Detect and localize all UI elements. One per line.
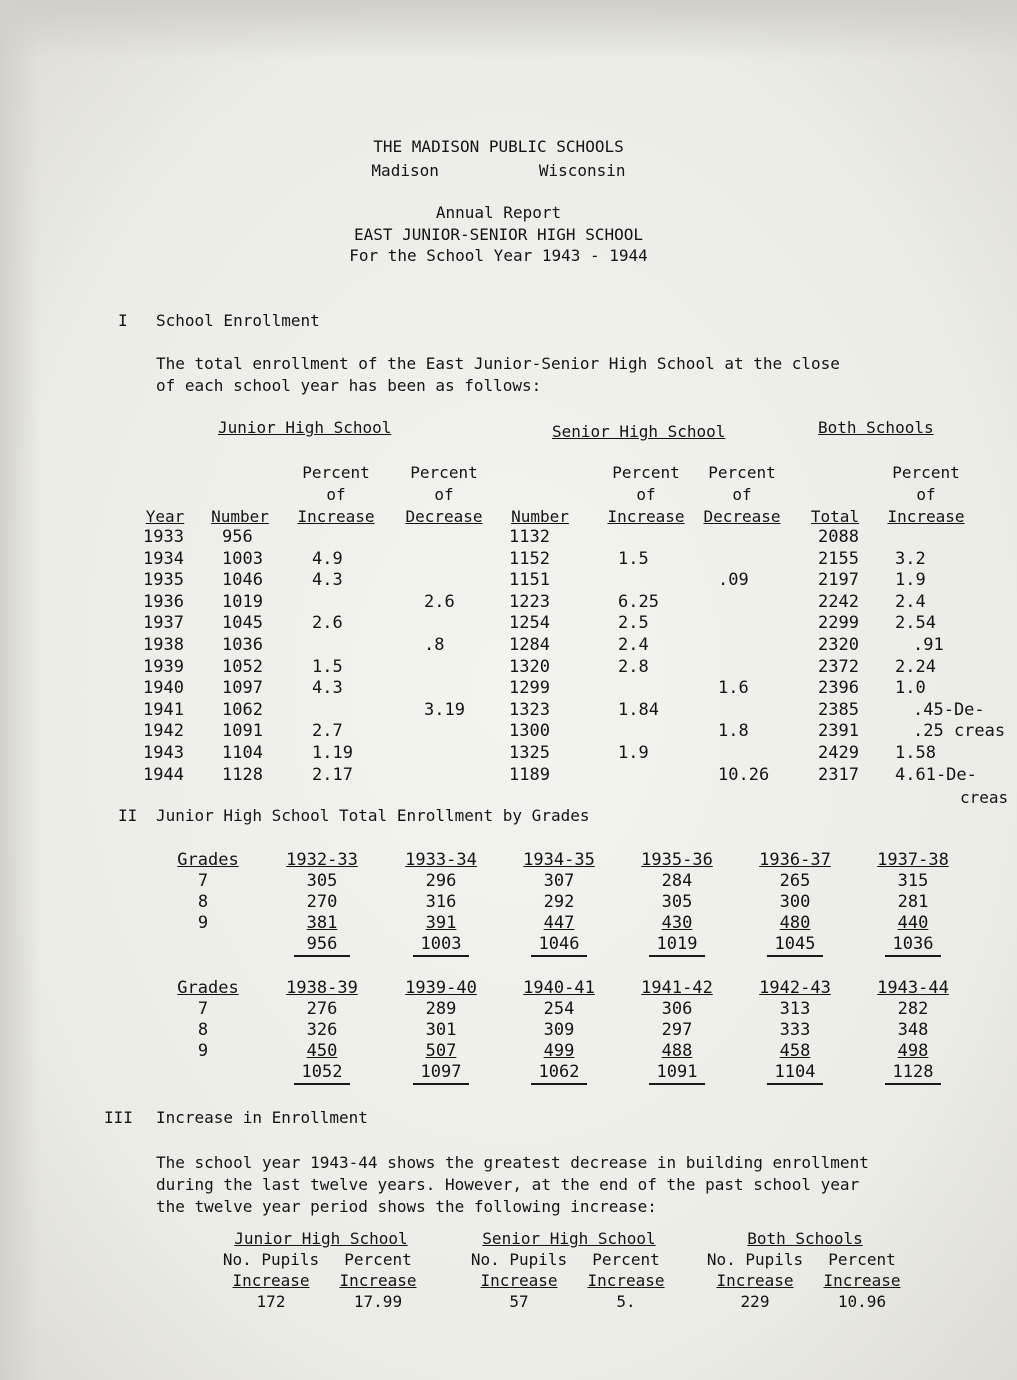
cell-both-inc: .91: [913, 635, 944, 655]
col-header-sr-number: Number: [511, 507, 569, 526]
section-1-paragraph: [156, 353, 840, 397]
cell-jr-num: 1036: [222, 635, 263, 655]
year-header: 1934-35: [523, 850, 595, 870]
scan-shadow-top: [0, 0, 1017, 60]
pupils-value: 57: [509, 1292, 529, 1311]
col-header-jr-increase: Percent of Increase: [297, 463, 375, 526]
grade-9-value: 450: [306, 1041, 338, 1061]
year-header: 1941-42: [641, 978, 713, 998]
grades-label: Grades: [177, 978, 239, 998]
group-name: Senior High School: [482, 1229, 656, 1248]
cell-jr-inc: 1.5: [312, 656, 343, 677]
cell-year: 1934: [143, 548, 184, 569]
paragraph-line: during the last twelve years. However, at the end of the past school year: [156, 1175, 860, 1194]
grade-9-value: 440: [897, 913, 929, 933]
year-header: 1933-34: [405, 850, 477, 870]
grade-8-value: 348: [897, 1020, 929, 1040]
grade-8-value: 300: [779, 892, 811, 912]
grade-7-value: 306: [661, 999, 693, 1019]
no-pupils-label: No. Pupils: [470, 1250, 568, 1269]
grade-label: 7: [197, 999, 209, 1019]
section-number: II: [118, 806, 138, 825]
group-junior: Junior High School: [218, 418, 392, 437]
cell-sr-num: 1254: [509, 613, 550, 634]
table-row: [0, 743, 1017, 764]
table-row: [0, 592, 1017, 613]
trailing-note: creas: [960, 788, 1009, 807]
grade-7-value: 265: [779, 871, 811, 891]
increase-label: Increase: [232, 1271, 310, 1290]
grade-8-value: 316: [425, 892, 457, 912]
year-header: 1932-33: [286, 850, 358, 870]
section-title: School Enrollment: [156, 311, 320, 330]
table-row: [0, 678, 1017, 699]
total-underline: [767, 955, 823, 957]
cell-both-inc: 3.2: [895, 548, 926, 569]
cell-jr-inc: 2.17: [312, 764, 353, 785]
grade-7-value: 305: [306, 871, 338, 891]
total-value: 1036: [892, 934, 934, 954]
section-title: Junior High School Total Enrollment by Grades: [156, 806, 590, 825]
total-value: 1046: [538, 934, 580, 954]
cell-jr-num: 1104: [222, 743, 263, 763]
table-row: [0, 700, 1017, 721]
cell-jr-num: 1062: [222, 699, 263, 720]
cell-year: 1942: [143, 721, 184, 742]
year-header: 1942-43: [759, 978, 831, 998]
grade-label: 8: [197, 1020, 209, 1040]
cell-sr-inc: 2.4: [618, 635, 649, 655]
cell-total: 2088: [818, 527, 859, 547]
cell-total: 2385: [818, 699, 859, 720]
cell-year: 1935: [143, 570, 184, 591]
percent-value: 10.96: [837, 1292, 887, 1311]
increase-label: Increase: [716, 1271, 794, 1290]
cell-year: 1936: [143, 591, 184, 612]
table-row: [0, 657, 1017, 678]
grade-9-value: 458: [779, 1041, 811, 1061]
cell-total: 2429: [818, 743, 859, 763]
cell-both-inc: 1.9: [895, 570, 926, 591]
cell-both-inc: 1.0: [895, 678, 926, 699]
grade-9-value: 499: [543, 1041, 575, 1061]
no-pupils-label: No. Pupils: [222, 1250, 320, 1269]
cell-jr-inc: 2.6: [312, 613, 343, 634]
total-value: 1019: [656, 934, 698, 954]
cell-jr-num: 1046: [222, 570, 263, 591]
total-underline: [294, 955, 350, 957]
table-row: [0, 613, 1017, 634]
total-underline: [413, 955, 469, 957]
cell-total: 2197: [818, 570, 859, 591]
cell-jr-dec: 3.19: [424, 699, 465, 720]
group-name: Junior High School: [234, 1229, 408, 1248]
cell-sr-num: 1320: [509, 656, 550, 677]
grade-8-value: 305: [661, 892, 693, 912]
cell-year: 1933: [143, 527, 184, 547]
grade-label: 9: [197, 1041, 209, 1061]
cell-sr-inc: 2.5: [618, 613, 649, 634]
cell-total: 2299: [818, 613, 859, 634]
grade-9-value: 391: [425, 913, 457, 933]
table-row: [0, 549, 1017, 570]
cell-sr-dec: 1.8: [718, 721, 749, 742]
document-title: THE MADISON PUBLIC SCHOOLS: [373, 137, 624, 156]
cell-sr-num: 1151: [509, 570, 550, 591]
grade-7-value: 254: [543, 999, 575, 1019]
cell-jr-inc: 1.19: [312, 743, 353, 763]
cell-sr-num: 1284: [509, 635, 550, 655]
group-both: Both Schools: [818, 418, 934, 437]
grade-7-value: 313: [779, 999, 811, 1019]
grade-7-value: 276: [306, 999, 338, 1019]
group-name: Both Schools: [747, 1229, 863, 1248]
section-number: III: [104, 1108, 133, 1127]
cell-sr-num: 1189: [509, 764, 550, 785]
cell-sr-num: 1299: [509, 678, 550, 699]
city: Madison: [371, 161, 439, 180]
grade-8-value: 297: [661, 1020, 693, 1040]
paragraph-line: The total enrollment of the East Junior-Senior High School at the close: [156, 354, 840, 373]
pupils-value: 172: [256, 1292, 286, 1311]
col-header-total: Total: [810, 507, 860, 526]
cell-total: 2320: [818, 635, 859, 655]
total-value: 1062: [538, 1062, 580, 1082]
group-senior: Senior High School: [552, 422, 726, 441]
grade-label: 9: [197, 913, 209, 933]
cell-both-inc: .45-De-: [913, 699, 985, 720]
cell-jr-dec: 2.6: [424, 591, 455, 612]
paragraph-line: of each school year has been as follows:: [156, 376, 542, 395]
grade-8-value: 292: [543, 892, 575, 912]
cell-total: 2155: [818, 548, 859, 569]
year-header: 1936-37: [759, 850, 831, 870]
total-value: 1052: [301, 1062, 343, 1082]
cell-sr-dec: 10.26: [718, 764, 770, 785]
paragraph-line: the twelve year period shows the following increase:: [156, 1197, 657, 1216]
col-header-sr-increase: Percent of Increase: [607, 463, 685, 526]
grade-7-value: 315: [897, 871, 929, 891]
cell-total: 2242: [818, 591, 859, 612]
section-title: Increase in Enrollment: [156, 1108, 368, 1127]
cell-year: 1940: [143, 678, 184, 699]
year-header: 1943-44: [877, 978, 949, 998]
col-header-jr-number: Number: [211, 507, 269, 526]
grade-8-value: 301: [425, 1020, 457, 1040]
table-row: [0, 721, 1017, 742]
total-value: 1097: [420, 1062, 462, 1082]
no-pupils-label: No. Pupils: [706, 1250, 804, 1269]
percent-label: Percent: [344, 1250, 412, 1269]
col-header-both-increase: Percent of Increase: [887, 463, 965, 526]
grade-9-value: 430: [661, 913, 693, 933]
cell-jr-num: 1003: [222, 548, 263, 569]
report-type: Annual Report: [435, 203, 562, 222]
total-underline: [531, 955, 587, 957]
grade-9-value: 498: [897, 1041, 929, 1061]
cell-total: 2317: [818, 764, 859, 785]
year-header: 1935-36: [641, 850, 713, 870]
cell-jr-num: 1091: [222, 721, 263, 742]
percent-label: Percent: [592, 1250, 660, 1269]
cell-both-inc: 4.61-De-: [895, 764, 977, 785]
cell-sr-inc: 2.8: [618, 656, 649, 677]
cell-sr-num: 1300: [509, 721, 550, 742]
total-value: 956: [306, 934, 338, 954]
cell-sr-num: 1132: [509, 527, 550, 547]
total-underline: [294, 1083, 350, 1085]
cell-both-inc: 2.24: [895, 656, 936, 677]
grade-8-value: 333: [779, 1020, 811, 1040]
cell-jr-inc: 2.7: [312, 721, 343, 742]
cell-jr-dec: .8: [424, 635, 445, 655]
table-row: [0, 570, 1017, 591]
percent-value: 17.99: [353, 1292, 403, 1311]
total-value: 1091: [656, 1062, 698, 1082]
grade-7-value: 282: [897, 999, 929, 1019]
cell-year: 1939: [143, 656, 184, 677]
grade-9-value: 507: [425, 1041, 457, 1061]
grade-label: 7: [197, 871, 209, 891]
grade-9-value: 488: [661, 1041, 693, 1061]
table-row: [0, 527, 1017, 548]
cell-jr-num: 1097: [222, 678, 263, 699]
state: Wisconsin: [538, 161, 626, 180]
cell-jr-inc: 4.9: [312, 548, 343, 569]
grade-7-value: 284: [661, 871, 693, 891]
year-header: 1937-38: [877, 850, 949, 870]
total-value: 1045: [774, 934, 816, 954]
grade-8-value: 326: [306, 1020, 338, 1040]
grade-8-value: 309: [543, 1020, 575, 1040]
grade-9-value: 480: [779, 913, 811, 933]
col-header-jr-decrease: Percent of Decrease: [405, 463, 483, 526]
cell-jr-num: 1045: [222, 613, 263, 634]
cell-jr-inc: 4.3: [312, 678, 343, 699]
grade-8-value: 281: [897, 892, 929, 912]
total-value: 1003: [420, 934, 462, 954]
pupils-value: 229: [740, 1292, 770, 1311]
cell-sr-inc: 1.9: [618, 743, 649, 763]
cell-sr-num: 1152: [509, 548, 550, 569]
section-number: I: [118, 311, 128, 330]
grade-7-value: 289: [425, 999, 457, 1019]
col-header-year: Year: [145, 507, 185, 526]
table-row: [0, 635, 1017, 656]
year-header: 1939-40: [405, 978, 477, 998]
grades-label: Grades: [177, 850, 239, 870]
cell-sr-inc: 1.84: [618, 699, 659, 720]
section-3-paragraph: [156, 1152, 869, 1218]
cell-jr-inc: 4.3: [312, 570, 343, 591]
grade-label: 8: [197, 892, 209, 912]
grade-7-value: 307: [543, 871, 575, 891]
cell-sr-num: 1323: [509, 699, 550, 720]
cell-sr-num: 1325: [509, 743, 550, 763]
cell-sr-inc: 1.5: [618, 548, 649, 569]
increase-label: Increase: [823, 1271, 901, 1290]
cell-both-inc: 2.54: [895, 613, 936, 634]
cell-sr-dec: 1.6: [718, 678, 749, 699]
cell-sr-num: 1223: [509, 591, 550, 612]
percent-value: 5.: [616, 1292, 636, 1311]
grade-9-value: 381: [306, 913, 338, 933]
total-underline: [413, 1083, 469, 1085]
school-year: For the School Year 1943 - 1944: [349, 246, 648, 265]
total-underline: [531, 1083, 587, 1085]
cell-jr-num: 1128: [222, 764, 263, 785]
cell-year: 1944: [143, 764, 184, 785]
table-row: [0, 765, 1017, 786]
cell-year: 1937: [143, 613, 184, 634]
cell-year: 1941: [143, 699, 184, 720]
cell-jr-num: 956: [222, 527, 253, 547]
cell-both-inc: .25 creas: [913, 721, 1006, 742]
total-underline: [767, 1083, 823, 1085]
cell-total: 2372: [818, 656, 859, 677]
paragraph-line: The school year 1943-44 shows the greatest decrease in building enrollment: [156, 1153, 869, 1172]
cell-both-inc: 1.58: [895, 743, 936, 763]
percent-label: Percent: [828, 1250, 896, 1269]
increase-label: Increase: [480, 1271, 558, 1290]
cell-year: 1938: [143, 635, 184, 655]
col-header-sr-decrease: Percent of Decrease: [703, 463, 781, 526]
total-value: 1104: [774, 1062, 816, 1082]
cell-year: 1943: [143, 743, 184, 763]
school-name: EAST JUNIOR-SENIOR HIGH SCHOOL: [354, 225, 643, 244]
location-line: [0, 161, 1007, 180]
grade-8-value: 270: [306, 892, 338, 912]
cell-sr-dec: .09: [718, 570, 749, 591]
cell-jr-num: 1052: [222, 656, 263, 677]
grade-7-value: 296: [425, 871, 457, 891]
year-header: 1938-39: [286, 978, 358, 998]
cell-total: 2396: [818, 678, 859, 699]
total-value: 1128: [892, 1062, 934, 1082]
cell-both-inc: 2.4: [895, 591, 926, 612]
grade-9-value: 447: [543, 913, 575, 933]
total-underline: [649, 1083, 705, 1085]
total-underline: [649, 955, 705, 957]
year-header: 1940-41: [523, 978, 595, 998]
increase-label: Increase: [339, 1271, 417, 1290]
cell-total: 2391: [818, 721, 859, 742]
total-underline: [885, 1083, 941, 1085]
increase-label: Increase: [587, 1271, 665, 1290]
cell-jr-num: 1019: [222, 591, 263, 612]
cell-sr-inc: 6.25: [618, 591, 659, 612]
total-underline: [885, 955, 941, 957]
